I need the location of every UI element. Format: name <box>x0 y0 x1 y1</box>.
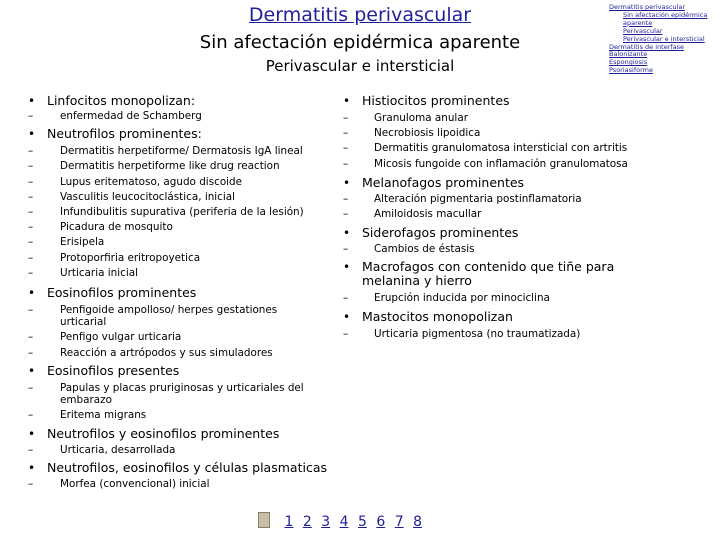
sub-item: – Erupción inducida por minociclina <box>343 292 550 305</box>
bullet-item: • Siderofagos prominentes <box>343 226 633 240</box>
pagination <box>258 512 427 530</box>
sub-item: – Granuloma anular <box>343 112 468 124</box>
nav-link-balonizante[interactable]: Balonizante <box>609 50 648 59</box>
nav-link-espongiosis[interactable]: Espongiosis <box>609 58 648 67</box>
nav-link-perivascular-intersticial[interactable]: Perivascular e intersticial <box>623 34 705 43</box>
sub-item: – Infundibulitis supurativa (periferia de la lesión) <box>28 206 304 219</box>
sub-item: – Picadura de mosquito <box>28 221 173 234</box>
nav-link-psoriasiforme[interactable]: Psoriasiforme <box>609 66 653 75</box>
page-link-3[interactable]: 3 <box>321 514 331 530</box>
sub-item: – Morfea (convencional) inicial <box>28 477 210 490</box>
bullet-item: • Histiocitos prominentes <box>343 94 633 108</box>
sub-item: – Eritema migrans <box>28 409 147 422</box>
sub-item: – Dermatitis granulomatosa intersticial con artritis <box>343 142 628 155</box>
bullet-item: • Linfocitos monopolizan: <box>28 94 338 108</box>
sub-item: – Urticaria inicial <box>28 266 138 279</box>
sub-item: – Necrobiosis lipoidica <box>343 127 481 140</box>
sub-item: – Micosis fungoide con inflamación granulomatosa <box>343 157 628 170</box>
sub-item: – Penfigo vulgar urticaria <box>28 331 182 344</box>
page-link-6[interactable]: 6 <box>376 514 386 530</box>
bullet-item: • Eosinofilos prominentes <box>28 286 338 300</box>
bullet-item: • Neutrofilos prominentes: <box>28 127 338 141</box>
page-link-2[interactable]: 2 <box>302 514 312 530</box>
bullet-item: • Mastocitos monopolizan <box>343 310 633 324</box>
page-link-4[interactable]: 4 <box>339 514 349 530</box>
sub-item: – Dermatitis herpetiforme like drug reaction <box>28 160 280 173</box>
sub-item: – Alteración pigmentaria postinflamatoria <box>343 192 582 205</box>
nav-link-sin-afectacion[interactable]: Sin afectación epidérmica aparente <box>623 10 708 27</box>
sub-item: – Dermatitis herpetiforme/ Dermatosis IgA lineal <box>28 145 303 158</box>
sub-item: – enfermedad de Schamberg <box>28 110 202 122</box>
sub-item: – Erisipela <box>28 236 105 249</box>
bullet-item: • Neutrofilos, eosinofilos y células plasmaticas <box>28 461 338 475</box>
sub-item: – Urticaria, desarrollada <box>28 444 176 457</box>
sub-item: – Lupus eritematoso, agudo discoide <box>28 175 243 188</box>
bullet-item: • Eosinofilos presentes <box>28 364 338 378</box>
page-link-5[interactable]: 5 <box>357 514 367 530</box>
nav-link-perivascular[interactable]: Dermatitis perivascular <box>609 3 686 11</box>
page-title-link[interactable]: Dermatitis perivascular <box>248 4 472 26</box>
page-link-8[interactable]: 8 <box>413 514 422 530</box>
page-link-1[interactable]: 1 <box>284 514 294 530</box>
section-title: Perivascular e intersticial <box>265 57 455 75</box>
sub-item: – Protoporfiria eritropoyetica <box>28 251 201 264</box>
nav-link-perivascular-sub[interactable]: Perivascular <box>623 26 663 35</box>
left-column <box>28 92 338 490</box>
sub-item: – Cambios de éstasis <box>343 243 475 256</box>
sub-item: – Penfigoide ampolloso/ herpes gestationes urticarial <box>28 304 278 329</box>
sub-item: – Amiloidosis macullar <box>343 208 482 221</box>
nav-menu <box>609 4 720 75</box>
page-link-7[interactable]: 7 <box>394 514 404 530</box>
bullet-item: • Neutrofilos y eosinofilos prominentes <box>28 427 338 441</box>
sub-item: – Papulas y placas pruriginosas y urticariales del embarazo <box>28 381 304 407</box>
bullet-item: • Melanofagos prominentes <box>343 176 633 190</box>
home-icon[interactable] <box>258 512 270 528</box>
sub-item: – Vasculitis leucocitoclástica, inicial <box>28 190 236 203</box>
sub-item: – Urticaria pigmentosa (no traumatizada) <box>343 327 581 340</box>
nav-link-interfase[interactable]: Dermatitis de interfase <box>609 42 685 51</box>
page-subtitle: Sin afectación epidérmica aparente <box>199 32 521 53</box>
bullet-item: • Macrofagos con contenido que tiñe para melanina y hierro <box>343 260 633 288</box>
right-column <box>343 92 633 340</box>
sub-item: – Reacción a artrópodos y sus simuladores <box>28 346 273 359</box>
